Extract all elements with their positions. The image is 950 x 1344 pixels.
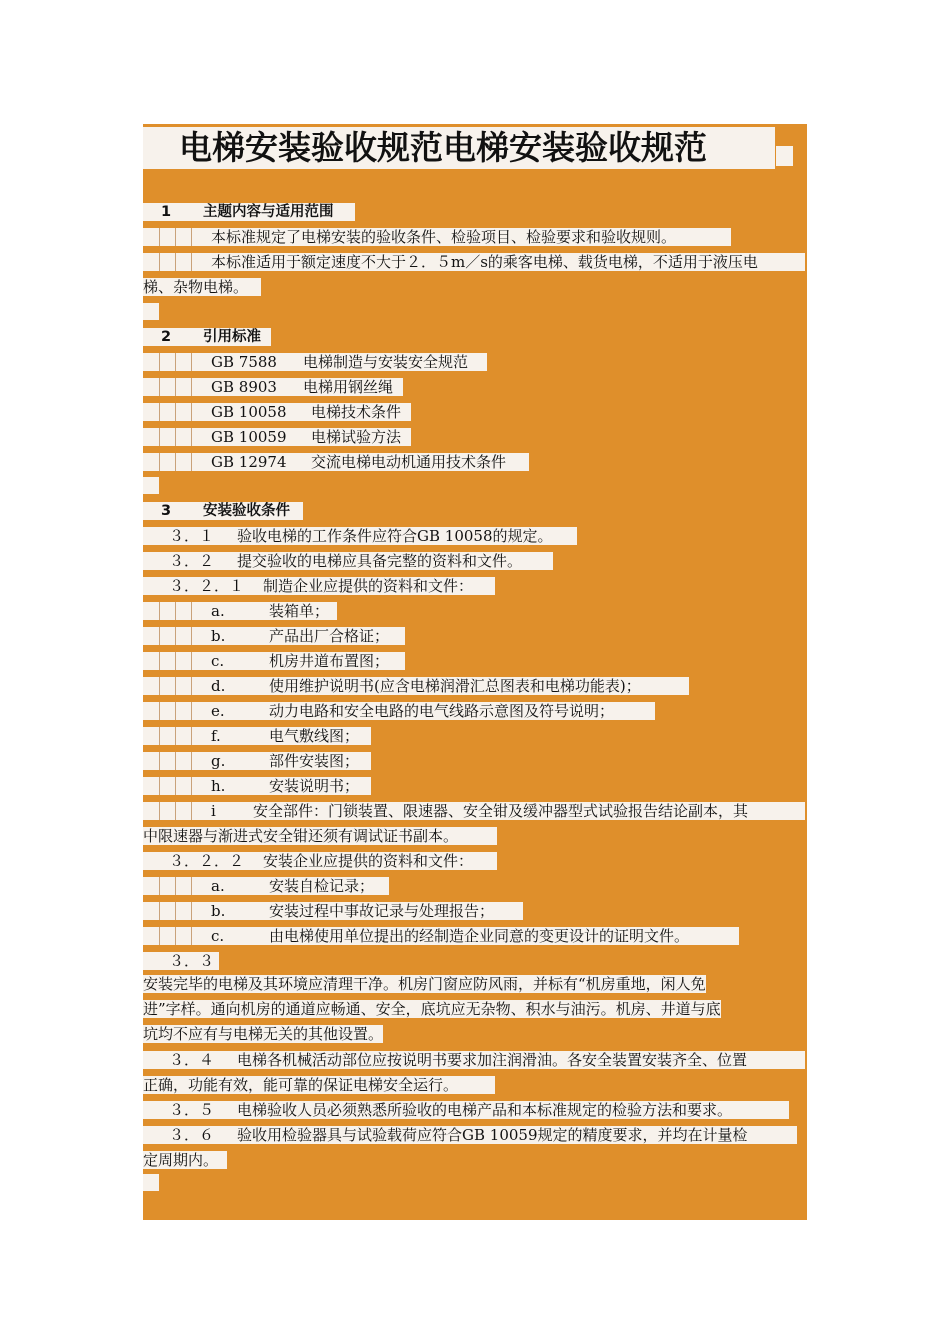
list-item: c. 由电梯使用单位提出的经制造企业同意的变更设计的证明文件。 bbox=[143, 923, 807, 948]
clause-3-6: ３．６ 验收用检验器具与试验载荷应符合GB 10059规定的精度要求，并均在计量检 bbox=[143, 1122, 807, 1147]
clause-3-2-2: ３．２．２ 安装企业应提供的资料和文件： bbox=[143, 848, 807, 873]
empty-paragraph-marker bbox=[143, 477, 159, 494]
list-item: b. 产品出厂合格证； bbox=[143, 623, 807, 648]
list-item: i 安全部件：门锁装置、限速器、安全钳及缓冲器型式试验报告结论副本，其 bbox=[143, 798, 807, 823]
section-number: 2 bbox=[161, 329, 172, 345]
section-title: 引用标准 bbox=[203, 329, 261, 345]
clause-3-4: ３．４ 电梯各机械活动部位应按说明书要求加注润滑油。各安全装置安装齐全、位置 bbox=[143, 1047, 807, 1072]
section-title: 主题内容与适用范围 bbox=[203, 204, 334, 220]
section-number: 1 bbox=[161, 204, 172, 220]
section-2-heading bbox=[143, 324, 807, 349]
title-marker bbox=[776, 146, 793, 166]
clause-3-4-continuation: 正确，功能有效，能可靠的保证电梯安全运行。 bbox=[143, 1072, 807, 1097]
paragraph: 本标准规定了电梯安装的验收条件、检验项目、检验要求和验收规则。 bbox=[143, 224, 807, 249]
list-item: f. 电气敷线图； bbox=[143, 723, 807, 748]
title-bar bbox=[143, 127, 775, 169]
clause-3-1: ３．１ 验收电梯的工作条件应符合GB 10058的规定。 bbox=[143, 523, 807, 548]
reference-item: GB 10059 电梯试验方法 bbox=[143, 424, 807, 449]
list-item: a. 装箱单； bbox=[143, 598, 807, 623]
section-1-heading bbox=[143, 199, 807, 224]
clause-3-3-number: ３．３ bbox=[143, 948, 807, 973]
list-item: e. 动力电路和安全电路的电气线路示意图及符号说明； bbox=[143, 698, 807, 723]
section-3-heading bbox=[143, 498, 807, 523]
empty-paragraph-marker bbox=[143, 303, 159, 320]
paragraph: 本标准适用于额定速度不大于２．５m／s的乘客电梯、载货电梯，不适用于液压电 bbox=[143, 249, 807, 274]
list-item-continuation: 中限速器与渐进式安全钳还须有调试证书副本。 bbox=[143, 823, 807, 848]
reference-item: GB 7588 电梯制造与安装安全规范 bbox=[143, 349, 807, 374]
empty-paragraph-marker bbox=[143, 1174, 159, 1191]
reference-item: GB 10058 电梯技术条件 bbox=[143, 399, 807, 424]
paragraph-continuation: 梯、杂物电梯。 bbox=[143, 274, 807, 299]
clause-3-6-continuation: 定周期内。 bbox=[143, 1147, 807, 1172]
clause-3-2: ３．２ 提交验收的电梯应具备完整的资料和文件。 bbox=[143, 548, 807, 573]
clause-3-3-text: 安装完毕的电梯及其环境应清理干净。机房门窗应防风雨，并标有“机房重地，闲人免 进”字样。通向机房的通道应畅通、安全，底坑应无杂物、积水与油污。机房、井道与底 坑均不应有与电梯无关的其他设置。 bbox=[143, 975, 721, 1043]
clause-3-2-1: ３．２．１ 制造企业应提供的资料和文件： bbox=[143, 573, 807, 598]
list-item: c. 机房井道布置图； bbox=[143, 648, 807, 673]
document-sheet bbox=[143, 124, 807, 1220]
list-item: b. 安装过程中事故记录与处理报告； bbox=[143, 898, 807, 923]
reference-item: GB 8903 电梯用钢丝绳 bbox=[143, 374, 807, 399]
clause-3-5: ３．５ 电梯验收人员必须熟悉所验收的电梯产品和本标准规定的检验方法和要求。 bbox=[143, 1097, 807, 1122]
list-item: a. 安装自检记录； bbox=[143, 873, 807, 898]
list-item: g. 部件安装图； bbox=[143, 748, 807, 773]
list-item: h. 安装说明书； bbox=[143, 773, 807, 798]
document-title: 电梯安装验收规范电梯安装验收规范 bbox=[179, 128, 707, 167]
section-number: 3 bbox=[161, 503, 172, 519]
reference-item: GB 12974 交流电梯电动机通用技术条件 bbox=[143, 449, 807, 474]
list-item: d. 使用维护说明书(应含电梯润滑汇总图表和电梯功能表)； bbox=[143, 673, 807, 698]
section-title: 安装验收条件 bbox=[203, 503, 290, 519]
